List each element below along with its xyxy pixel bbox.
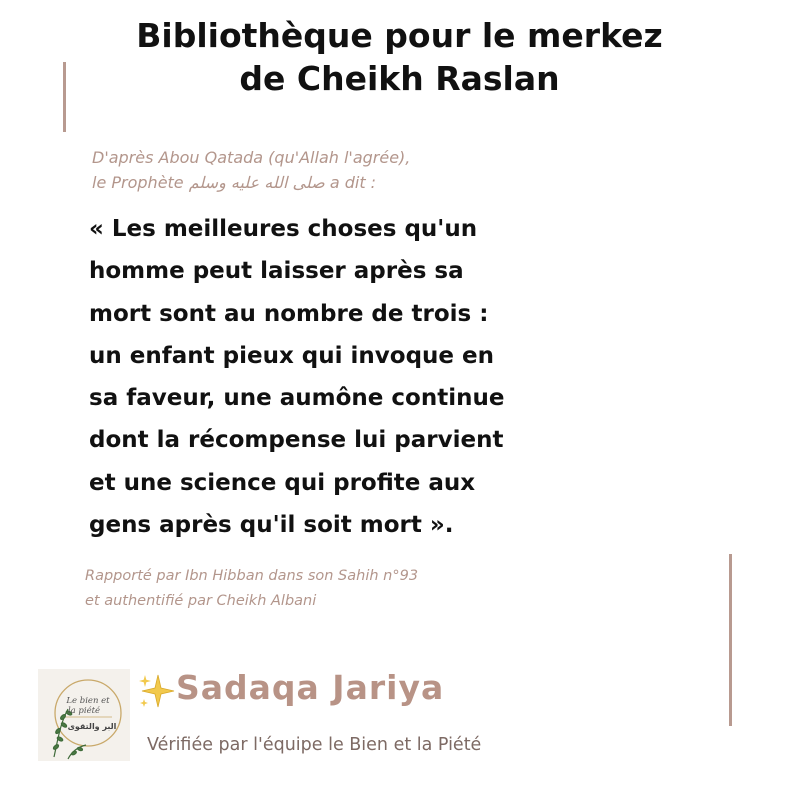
brand-name: Sadaqa Jariya <box>176 668 445 707</box>
logo-text-line-2: la piété <box>67 706 101 716</box>
decorative-bar-right <box>729 554 732 726</box>
sparkle-icon <box>136 671 176 711</box>
page-title <box>0 14 799 100</box>
verified-caption: Vérifiée par l'équipe le Bien et la Piété <box>147 735 482 755</box>
quote-line: sa faveur, une aumône continue <box>89 385 505 412</box>
logo-text-line-1: Le bien et <box>66 696 110 706</box>
quote-line: mort sont au nombre de trois : <box>89 300 489 327</box>
quote-line: homme peut laisser après sa <box>89 258 464 285</box>
hadith-quote <box>89 208 559 546</box>
quote-line: un enfant pieux qui invoque en <box>89 342 494 369</box>
source-line-2: et authentifié par Cheikh Albani <box>85 593 317 609</box>
logo-arabic-text: البر والتقوى <box>67 722 117 731</box>
title-line-2: de Cheikh Raslan <box>239 59 560 98</box>
quote-line: dont la récompense lui parvient <box>89 427 504 454</box>
quote-line: gens après qu'il soit mort ». <box>89 512 454 539</box>
intro-line-2: le Prophète صلى الله عليه وسلم a dit : <box>92 173 377 192</box>
source-line-1: Rapporté par Ibn Hibban dans son Sahih n°93 <box>85 568 419 584</box>
quote-line: et une science qui profite aux <box>89 469 476 496</box>
title-line-1: Bibliothèque pour le merkez <box>136 16 663 55</box>
decorative-bar-left <box>63 62 66 132</box>
intro-line-1: D'après Abou Qatada (qu'Allah l'agrée), <box>92 148 411 167</box>
quote-line: « Les meilleures choses qu'un <box>89 216 478 242</box>
logo-emblem-icon <box>38 669 130 761</box>
logo <box>38 669 130 761</box>
hadith-source <box>85 564 418 614</box>
hadith-intro <box>92 145 410 195</box>
